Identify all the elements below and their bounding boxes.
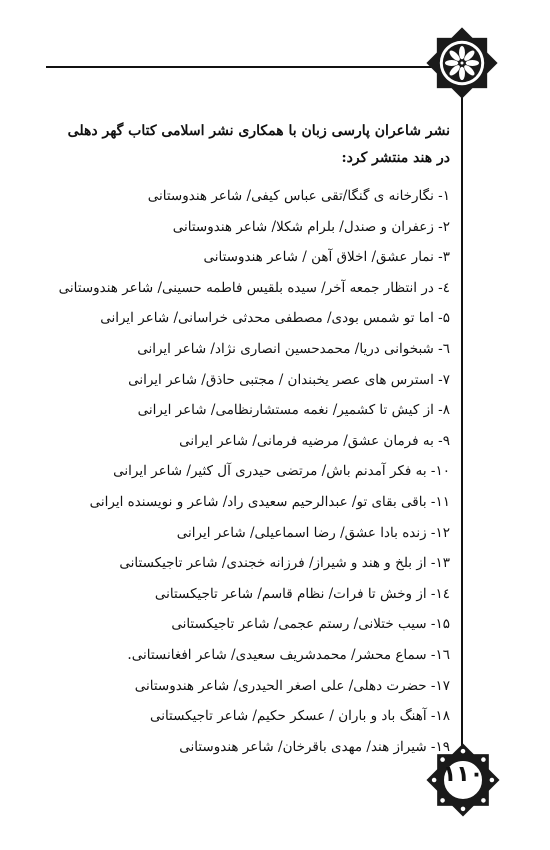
intro-paragraph: نشر شاعران پارسی زبان با همکاری نشر اسلامی کتاب گهر دهلی در هند منتشر کرد: <box>67 123 450 166</box>
rosette-ornament-icon <box>425 26 499 100</box>
book-item: ٤- در انتظار جمعه آخر/ سیده بلقیس فاطمه حسینی/ شاعر هندوستانی <box>58 279 450 296</box>
book-item: ۱۳- از بلخ و هند و شیراز/ فرزانه خجندی/ شاعر تاجیکستانی <box>119 555 450 572</box>
book-item: ۱٤- از وخش تا فرات/ نظام قاسم/ شاعر تاجیکستانی <box>154 585 450 602</box>
book-item: ۱۹- شیراز هند/ مهدی باقرخان/ شاعر هندوستانی <box>179 738 450 755</box>
book-item: ۲- زعفران و صندل/ بلرام شکلا/ شاعر هندوستانی <box>172 218 450 235</box>
book-item: ۱۸- آهنگ باد و باران / عسکر حکیم/ شاعر تاجیکستانی <box>149 708 450 725</box>
book-item: ۱- نگارخانه ی گنگا/تقی عباس کیفی/ شاعر هندوستانی <box>147 188 450 204</box>
book-item: ۱٦- سماع محشر/ محمدشریف سعیدی/ شاعر افغانستانی. <box>127 646 450 663</box>
book-item: ۷- استرس های عصر یخبندان / مجتبی حاذق/ شاعر ایرانی <box>128 371 450 388</box>
book-item: ۱۱- باقی بقای تو/ عبدالرحیم سعیدی راد/ شاعر و نویسنده ایرانی <box>89 493 450 510</box>
book-item: ۱۵- سیب ختلانی/ رستم عجمی/ شاعر تاجیکستانی <box>171 616 450 633</box>
book-item: ۸- از کیش تا کشمیر/ نغمه مستشارنظامی/ شاعر ایرانی <box>137 402 450 419</box>
book-item: ۱۰- به فکر آمدنم باش/ مرتضی حیدری آل کثیر/ شاعر ایرانی <box>113 463 450 480</box>
book-item: ۹- به فرمان عشق/ مرضیه فرمانی/ شاعر ایرانی <box>179 432 450 449</box>
book-item: ۱۲- زنده بادا عشق/ رضا اسماعیلی/ شاعر ایرانی <box>176 524 450 541</box>
book-item: ۳- نمار عشق/ اخلاق آهن / شاعر هندوستانی <box>203 249 450 266</box>
book-item: ٦- شبخوانی دریا/ محمدحسین انصاری نژاد/ شاعر ایرانی <box>137 340 450 357</box>
page-content <box>50 118 450 762</box>
book-item: ۱۷- حضرت دهلی/ علی اصغر الحیدری/ شاعر هندوستانی <box>134 677 450 694</box>
top-rule <box>46 66 444 68</box>
side-rule <box>461 92 463 767</box>
book-list <box>50 181 450 762</box>
page-number: ۱۱۰ <box>442 762 484 787</box>
book-item: ۵- اما تو شمس بودی/ مصطفی محدثی خراسانی/ شاعر ایرانی <box>100 310 450 327</box>
